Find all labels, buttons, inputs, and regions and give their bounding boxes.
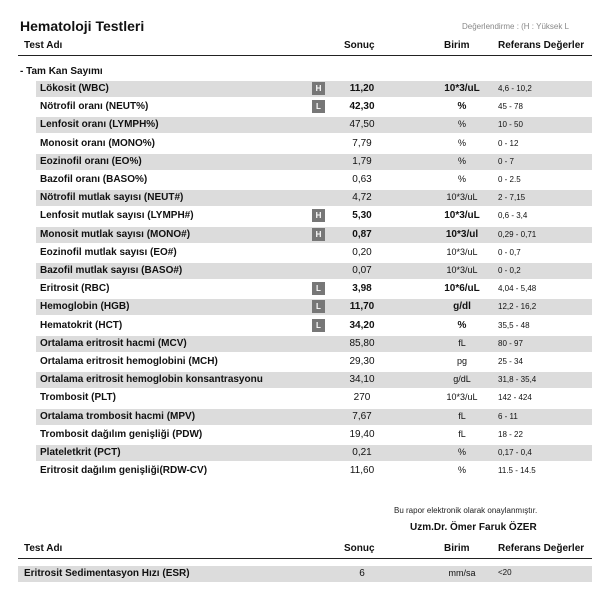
- test-name: Ortalama trombosit hacmi (MPV): [40, 410, 196, 422]
- test-result: 0,63: [352, 174, 372, 185]
- test-unit: %: [457, 119, 466, 130]
- test-name: Nötrofil mutlak sayısı (NEUT#): [40, 192, 184, 204]
- approval-note: Bu rapor elektronik olarak onaylanmıştır.: [394, 506, 538, 515]
- header2-reference: Referans Değerler: [498, 543, 585, 554]
- test-name: Eritrosit dağılım genişliği(RDW-CV): [40, 465, 208, 477]
- flag-badge: L: [312, 300, 325, 313]
- table-row: [36, 336, 592, 352]
- flag-badge: L: [312, 282, 325, 295]
- test-result: 34,20: [349, 319, 375, 331]
- test-reference: 35,5 - 48: [498, 320, 530, 330]
- flag-badge: H: [312, 82, 325, 95]
- test-reference: 18 - 22: [498, 429, 523, 439]
- table-row: [36, 354, 592, 370]
- test-result: 0,07: [352, 265, 372, 276]
- flag-badge: H: [312, 209, 325, 222]
- test-name: Ortalama eritrosit hemoglobini (MCH): [40, 356, 218, 367]
- test-result: 0,20: [352, 246, 372, 258]
- test-result: 3,98: [352, 283, 372, 295]
- table-row: [36, 463, 592, 479]
- test-unit: fL: [458, 337, 466, 348]
- test-reference: 80 - 97: [498, 338, 523, 348]
- test-name: Ortalama eritrosit hemoglobin konsantrasyonu: [40, 374, 263, 386]
- header-unit: Birim: [444, 40, 470, 51]
- test-result: 85,80: [349, 337, 375, 349]
- test-unit: 10*3/uL: [446, 246, 478, 257]
- test-reference: 2 - 7,15: [498, 193, 526, 203]
- table-row: [36, 99, 592, 115]
- test-reference: 4,04 - 5,48: [498, 284, 537, 294]
- test-reference: 0 - 7: [498, 156, 515, 166]
- doctor-name: Uzm.Dr. Ömer Faruk ÖZER: [410, 522, 537, 533]
- table-row: [36, 172, 592, 188]
- test-name: Eritrosit (RBC): [40, 283, 110, 295]
- test-reference: 6 - 11: [498, 411, 518, 421]
- test-reference: 0 - 0,7: [498, 247, 521, 257]
- flag-badge: H: [312, 228, 325, 241]
- esr-name: Eritrosit Sedimentasyon Hızı (ESR): [24, 568, 190, 579]
- test-reference: 0 - 2.5: [498, 175, 521, 184]
- test-name: Bazofil oranı (BASO%): [40, 174, 148, 185]
- evaluation-legend: Değerlendirme : (H : Yüksek L: [462, 22, 570, 31]
- page-title: Hematoloji Testleri: [20, 18, 145, 34]
- table-row: [36, 445, 592, 461]
- test-unit: pg: [456, 356, 467, 366]
- test-reference: 0 - 0,2: [498, 266, 521, 275]
- test-name: Lenfosit oranı (LYMPH%): [40, 119, 159, 131]
- table-row: [36, 245, 592, 261]
- test-result: 11,70: [349, 301, 375, 313]
- test-reference: 0,6 - 3,4: [498, 211, 528, 221]
- test-unit: g/dL: [453, 374, 471, 385]
- header-test-name: Test Adı: [24, 40, 63, 51]
- test-name: Monosit oranı (MONO%): [40, 137, 155, 149]
- test-name: Hemoglobin (HGB): [40, 301, 130, 313]
- test-result: 4,72: [352, 192, 372, 204]
- table-row: [36, 299, 592, 315]
- test-unit: 10*3/uL: [446, 192, 478, 203]
- table-row: [36, 81, 592, 97]
- flag-badge: L: [312, 319, 325, 332]
- test-result: 270: [353, 392, 371, 404]
- test-name: Monosit mutlak sayısı (MONO#): [40, 228, 191, 240]
- table-row: [36, 427, 592, 443]
- test-name: Eozinofil oranı (EO%): [40, 155, 142, 167]
- test-reference: 0,29 - 0,71: [498, 229, 537, 239]
- test-name: Trombosit (PLT): [40, 392, 116, 404]
- test-result: 42,30: [349, 101, 375, 113]
- test-result: 7,79: [352, 137, 372, 149]
- test-unit: 10*3/uL: [446, 392, 478, 403]
- header-result: Sonuç: [344, 40, 375, 51]
- test-unit: %: [457, 447, 466, 457]
- esr-reference: <20: [498, 568, 512, 577]
- test-name: Nötrofil oranı (NEUT%): [40, 101, 149, 113]
- esr-row: [18, 566, 592, 582]
- test-result: 0,87: [352, 228, 372, 240]
- table-row: [36, 390, 592, 406]
- table-row: [36, 136, 592, 152]
- table-header: [18, 38, 592, 56]
- test-result: 5,30: [352, 210, 372, 222]
- test-unit: fL: [458, 410, 466, 421]
- test-unit: %: [457, 465, 466, 476]
- test-result: 1,79: [352, 155, 372, 167]
- test-unit: fL: [458, 428, 466, 439]
- test-unit: 10*3/ul: [445, 228, 479, 240]
- esr-result: 6: [359, 568, 365, 579]
- table-row: [36, 409, 592, 425]
- test-name: Eozinofil mutlak sayısı (EO#): [40, 246, 177, 258]
- test-name: Lökosit (WBC): [40, 83, 109, 94]
- test-unit: %: [457, 319, 467, 331]
- test-unit: 10*3/uL: [446, 265, 478, 275]
- table-row: [36, 318, 592, 334]
- test-reference: 0,17 - 0,4: [498, 448, 532, 457]
- header2-unit: Birim: [444, 543, 470, 554]
- test-result: 47,50: [349, 119, 375, 131]
- table-row: [36, 208, 592, 224]
- test-unit: 10*6/uL: [444, 283, 480, 295]
- test-reference: 11.5 - 14.5: [498, 466, 536, 476]
- table-row: [36, 117, 592, 133]
- section-title: - Tam Kan Sayımı: [20, 66, 103, 77]
- esr-unit: mm/sa: [448, 568, 476, 578]
- test-result: 19,40: [349, 428, 375, 440]
- test-unit: %: [457, 137, 466, 148]
- test-name: Lenfosit mutlak sayısı (LYMPH#): [40, 210, 194, 222]
- test-unit: g/dl: [453, 301, 471, 313]
- flag-badge: L: [312, 100, 325, 113]
- test-unit: %: [457, 155, 466, 166]
- test-reference: 12,2 - 16,2: [498, 302, 537, 312]
- table-header-2: [18, 541, 592, 559]
- test-result: 0,21: [352, 447, 372, 458]
- test-unit: 10*3/uL: [444, 83, 480, 94]
- test-name: Bazofil mutlak sayısı (BASO#): [40, 265, 183, 276]
- test-reference: 45 - 78: [498, 102, 523, 112]
- test-name: Plateletkrit (PCT): [40, 447, 121, 458]
- test-name: Hematokrit (HCT): [40, 319, 123, 331]
- test-name: Ortalama eritrosit hacmi (MCV): [40, 337, 187, 349]
- test-reference: 4,6 - 10,2: [498, 84, 532, 93]
- header-reference: Referans Değerler: [498, 40, 585, 51]
- test-result: 29,30: [349, 356, 375, 367]
- header2-test-name: Test Adı: [24, 543, 63, 554]
- test-result: 34,10: [349, 374, 375, 386]
- test-unit: 10*3/uL: [444, 210, 480, 222]
- test-result: 11,60: [349, 465, 375, 477]
- table-row: [36, 263, 592, 279]
- table-row: [36, 227, 592, 243]
- test-reference: 0 - 12: [498, 138, 519, 148]
- test-result: 11,20: [349, 83, 375, 94]
- header2-result: Sonuç: [344, 543, 375, 554]
- test-unit: %: [457, 174, 466, 184]
- test-reference: 10 - 50: [498, 120, 523, 130]
- test-result: 7,67: [352, 410, 372, 422]
- test-reference: 142 - 424: [498, 393, 532, 403]
- test-unit: %: [457, 101, 467, 113]
- table-row: [36, 190, 592, 206]
- test-name: Trombosit dağılım genişliği (PDW): [40, 428, 203, 440]
- test-reference: 31,8 - 35,4: [498, 375, 537, 385]
- table-row: [36, 281, 592, 297]
- test-reference: 25 - 34: [498, 357, 523, 366]
- table-row: [36, 372, 592, 388]
- table-row: [36, 154, 592, 170]
